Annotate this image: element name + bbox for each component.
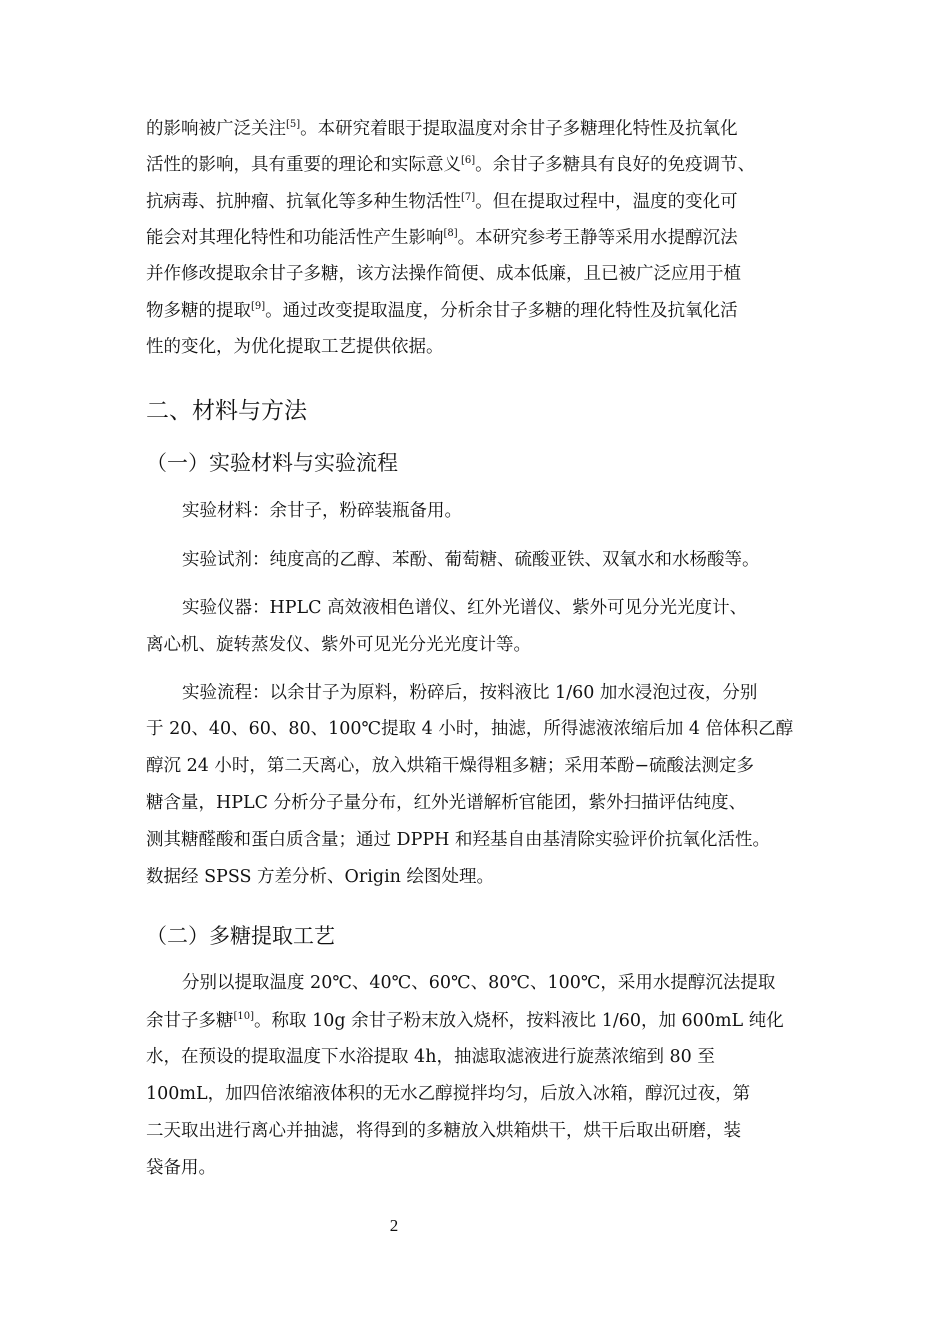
process-line-3: 醇沉 24 小时，第二天离心，放入烘箱干燥得粗多糖；采用苯酚−硫酸法测定多	[146, 756, 755, 776]
extraction-line-1: 分别以提取温度 20℃、40℃、60℃、80℃、100℃，采用水提醇沉法提取	[182, 973, 776, 993]
process-line-5: 测其糖醛酸和蛋白质含量；通过 DPPH 和羟基自由基清除实验评价抗氧化活性。	[146, 830, 770, 850]
intro-line-3: 抗病毒、抗肿瘤、抗氧化等多种生物活性[7]。但在提取过程中，温度的变化可	[146, 192, 738, 212]
intro-line-5: 并作修改提取余甘子多糖，该方法操作简便、成本低廉，且已被广泛应用于植	[146, 264, 741, 284]
extraction-line-2: 余甘子多糖[10]。称取 10g 余甘子粉末放入烧杯，按料液比 1/60，加 600mL 纯化	[146, 1011, 784, 1031]
subsection-heading-2: （二）多糖提取工艺	[146, 924, 335, 948]
citation-9[interactable]: [9]	[251, 301, 266, 312]
extraction-line-4: 100mL，加四倍浓缩液体积的无水乙醇搅拌均匀，后放入冰箱，醇沉过夜，第	[146, 1084, 751, 1104]
reagents-line: 实验试剂：纯度高的乙醇、苯酚、葡萄糖、硫酸亚铁、双氧水和水杨酸等。	[182, 550, 760, 570]
extraction-line-5: 二天取出进行离心并抽滤，将得到的多糖放入烘箱烘干，烘干后取出研磨，装	[146, 1121, 741, 1141]
intro-line-1: 的影响被广泛关注[5]。本研究着眼于提取温度对余甘子多糖理化特性及抗氧化	[146, 119, 738, 139]
citation-10[interactable]: [10]	[233, 1011, 255, 1022]
intro-line-6: 物多糖的提取[9]。通过改变提取温度，分析余甘子多糖的理化特性及抗氧化活	[146, 301, 738, 321]
instruments-line-1: 实验仪器：HPLC 高效液相色谱仪、红外光谱仪、紫外可见分光光度计、	[182, 598, 748, 618]
citation-8[interactable]: [8]	[443, 228, 458, 239]
process-line-2: 于 20、40、60、80、100℃提取 4 小时，抽滤，所得滤液浓缩后加 4 倍体积乙醇	[146, 719, 794, 739]
citation-5[interactable]: [5]	[286, 119, 301, 130]
intro-line-2: 活性的影响，具有重要的理论和实际意义[6]。余甘子多糖具有良好的免疫调节、	[146, 155, 756, 175]
extraction-line-3: 水，在预设的提取温度下水浴提取 4h，抽滤取滤液进行旋蒸浓缩到 80 至	[146, 1047, 715, 1067]
subsection-heading-1: （一）实验材料与实验流程	[146, 451, 398, 475]
instruments-line-2: 离心机、旋转蒸发仪、紫外可见光分光光度计等。	[146, 635, 531, 655]
materials-line: 实验材料：余甘子，粉碎装瓶备用。	[182, 501, 462, 521]
citation-6[interactable]: [6]	[461, 155, 476, 166]
process-line-4: 糖含量，HPLC 分析分子量分布，红外光谱解析官能团，紫外扫描评估纯度、	[146, 793, 747, 813]
section-heading: 二、材料与方法	[146, 398, 307, 424]
intro-line-4: 能会对其理化特性和功能活性产生影响[8]。本研究参考王静等采用水提醇沉法	[146, 228, 738, 248]
extraction-line-6: 袋备用。	[146, 1158, 216, 1178]
process-line-6: 数据经 SPSS 方差分析、Origin 绘图处理。	[146, 867, 494, 887]
process-line-1: 实验流程：以余甘子为原料，粉碎后，按料液比 1/60 加水浸泡过夜，分别	[182, 683, 758, 703]
citation-7[interactable]: [7]	[461, 192, 476, 203]
intro-line-7: 性的变化，为优化提取工艺提供依据。	[146, 337, 444, 357]
page-number: 2	[389, 1216, 399, 1235]
